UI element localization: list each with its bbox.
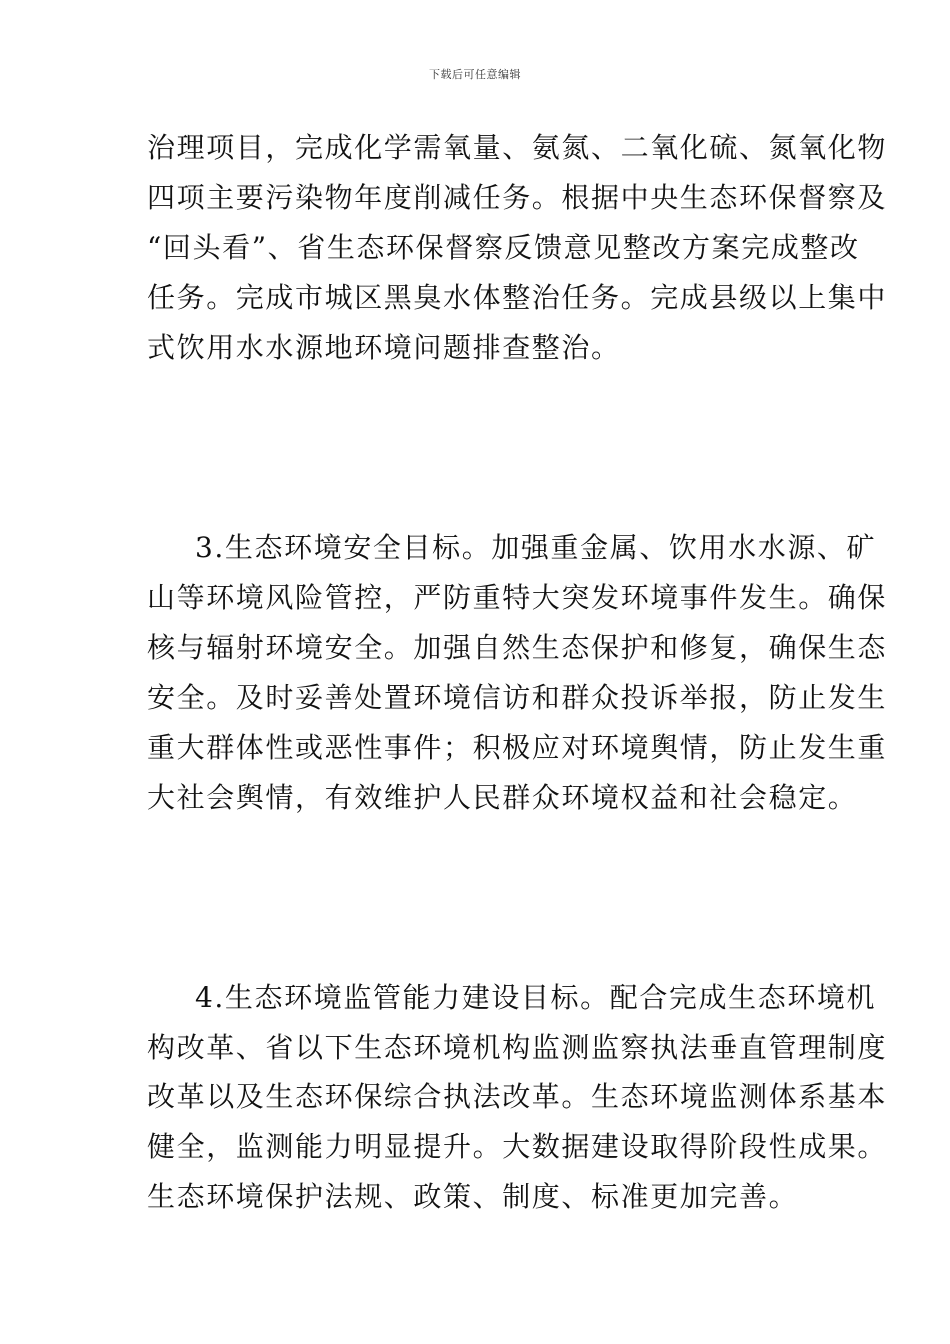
text-line: 大社会舆情，有效维护人民群众环境权益和社会稳定。: [147, 781, 858, 814]
text-line: 改革以及生态环保综合执法改革。生态环境监测体系基本: [147, 1080, 888, 1113]
header-note: 下载后可任意编辑: [429, 68, 521, 81]
text-line: 治理项目，完成化学需氧量、氨氮、二氧化硫、氮氧化物: [147, 131, 888, 164]
text-line: 4.生态环境监管能力建设目标。配合完成生态环境机: [195, 981, 877, 1014]
text-line: 四项主要污染物年度削减任务。根据中央生态环保督察及: [147, 181, 888, 214]
text-line: 安全。及时妥善处置环境信访和群众投诉举报，防止发生: [147, 681, 888, 714]
text-line: 健全，监测能力明显提升。大数据建设取得阶段性成果。: [147, 1130, 888, 1163]
text-line: 3.生态环境安全目标。加强重金属、饮用水水源、矿: [195, 531, 877, 564]
text-line: 任务。完成市城区黑臭水体整治任务。完成县级以上集中: [147, 281, 888, 314]
text-line: 重大群体性或恶性事件；积极应对环境舆情，防止发生重: [147, 731, 888, 764]
text-line: 式饮用水水源地环境问题排查整治。: [147, 331, 621, 364]
text-line: 构改革、省以下生态环境机构监测监察执法垂直管理制度: [147, 1031, 888, 1064]
text-line: “回头看”、省生态环保督察反馈意见整改方案完成整改: [147, 231, 860, 264]
text-line: 生态环境保护法规、政策、制度、标准更加完善。: [147, 1180, 799, 1213]
text-line: 核与辐射环境安全。加强自然生态保护和修复，确保生态: [147, 631, 888, 664]
text-line: 山等环境风险管控，严防重特大突发环境事件发生。确保: [147, 581, 888, 614]
